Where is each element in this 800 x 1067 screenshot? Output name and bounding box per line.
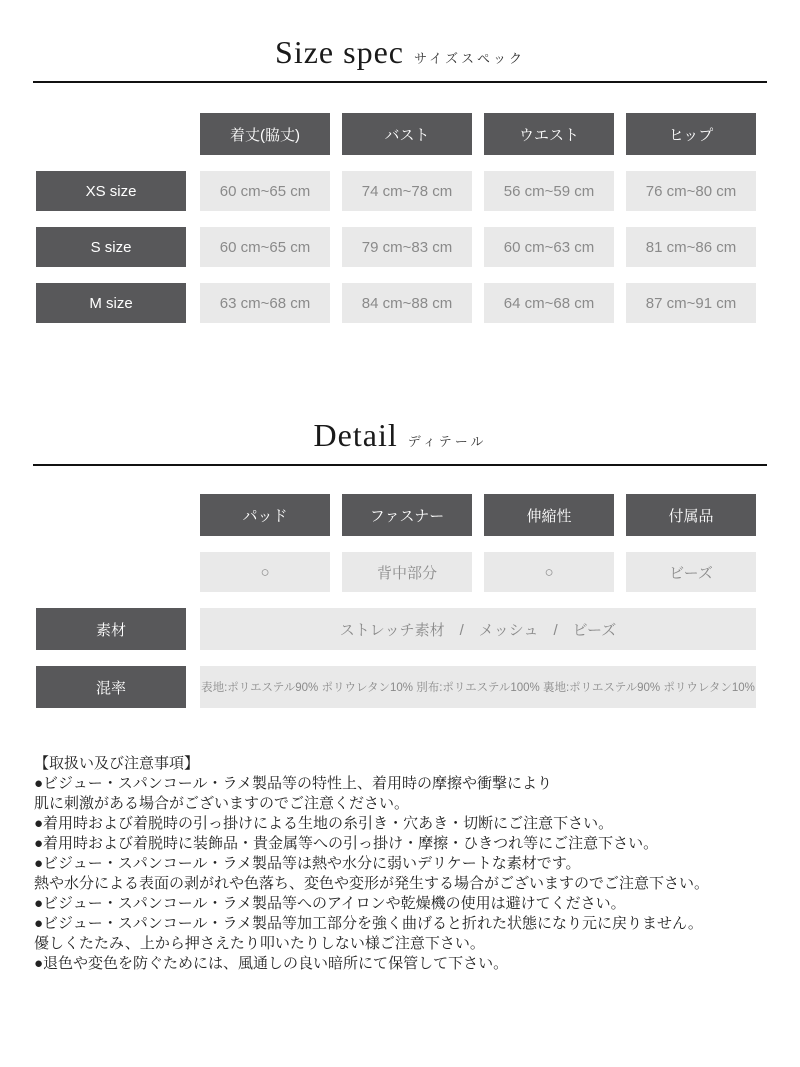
material-label: 素材 [36,608,186,650]
size-col-header-length: 着丈(脇丈) [200,113,330,155]
care-note-line: 熱や水分による表面の剥がれや色落ち、変色や変形が発生する場合がございますのでご注意下さい。 [34,875,710,892]
detail-divider [33,464,767,466]
detail-title-ja: ディテール [407,434,487,449]
fabric-mix-label: 混率 [36,666,186,708]
size-header-spacer [36,113,186,155]
size-col-header-hip: ヒップ [626,113,756,155]
detail-title-en: Detail [313,417,398,453]
material-row [36,608,800,650]
detail-table [36,494,800,708]
size-row-label-xs: XS size [36,171,186,211]
care-note-line: 肌に刺激がある場合がございますのでご注意ください。 [34,795,410,812]
care-note-line: ●ビジュー・スパンコール・ラメ製品等へのアイロンや乾燥機の使用は避けてください。 [34,895,626,912]
size-col-header-waist: ウエスト [484,113,614,155]
size-xs-length: 60 cm~65 cm [200,171,330,211]
detail-value-stretch: ○ [484,552,614,592]
care-note-line: ●ビジュー・スパンコール・ラメ製品等は熱や水分に弱いデリケートな素材です。 [34,855,581,872]
detail-value-accessory: ビーズ [626,552,756,592]
detail-col-header-accessory: 付属品 [626,494,756,536]
detail-header-row [36,494,800,536]
size-row-label-m: M size [36,283,186,323]
size-s-hip: 81 cm~86 cm [626,227,756,267]
size-spec-title [0,0,800,71]
fabric-mix-value: 表地:ポリエステル90% ポリウレタン10% 別布:ポリエステル100% 裏地:ポリエステル90% ポリウレタン10% [200,666,756,708]
size-spec-divider [33,81,767,83]
size-xs-bust: 74 cm~78 cm [342,171,472,211]
size-row-s [36,227,800,267]
size-spec-title-en: Size spec [275,34,404,70]
size-m-bust: 84 cm~88 cm [342,283,472,323]
size-s-bust: 79 cm~83 cm [342,227,472,267]
size-table [36,113,800,323]
detail-header-spacer [36,494,186,536]
size-s-waist: 60 cm~63 cm [484,227,614,267]
detail-title [0,323,800,454]
material-value: ストレッチ素材 / メッシュ / ビーズ [200,608,756,650]
size-m-waist: 64 cm~68 cm [484,283,614,323]
care-note-line: ●ビジュー・スパンコール・ラメ製品等の特性上、着用時の摩擦や衝撃により [34,775,553,792]
detail-col-header-pad: パッド [200,494,330,536]
size-m-hip: 87 cm~91 cm [626,283,756,323]
size-s-length: 60 cm~65 cm [200,227,330,267]
care-note-line: ●ビジュー・スパンコール・ラメ製品等加工部分を強く曲げると折れた状態になり元に戻りません。 [34,915,703,932]
care-note-line: 優しくたたみ、上から押さえたり叩いたりしない様ご注意下さい。 [34,935,485,952]
size-table-header-row [36,113,800,155]
size-m-length: 63 cm~68 cm [200,283,330,323]
size-row-label-s: S size [36,227,186,267]
size-row-m [36,283,800,323]
care-note-line: ●着用時および着脱時に装飾品・貴金属等への引っ掛け・摩擦・ひきつれ等にご注意下さい。 [34,835,659,852]
detail-col-header-fastener: ファスナー [342,494,472,536]
size-spec-title-ja: サイズスペック [413,51,525,66]
detail-value-spacer [36,552,186,592]
detail-value-row [36,552,800,592]
care-notes-heading: 【取扱い及び注意事項】 [34,755,200,772]
size-row-xs [36,171,800,211]
size-xs-waist: 56 cm~59 cm [484,171,614,211]
care-notes [34,754,779,974]
size-xs-hip: 76 cm~80 cm [626,171,756,211]
size-col-header-bust: バスト [342,113,472,155]
detail-value-fastener: 背中部分 [342,552,472,592]
care-note-line: ●退色や変色を防ぐためには、風通しの良い暗所にて保管して下さい。 [34,955,509,972]
fabric-mix-row [36,666,800,708]
detail-value-pad: ○ [200,552,330,592]
detail-col-header-stretch: 伸縮性 [484,494,614,536]
care-note-line: ●着用時および着脱時の引っ掛けによる生地の糸引き・穴あき・切断にご注意下さい。 [34,815,614,832]
